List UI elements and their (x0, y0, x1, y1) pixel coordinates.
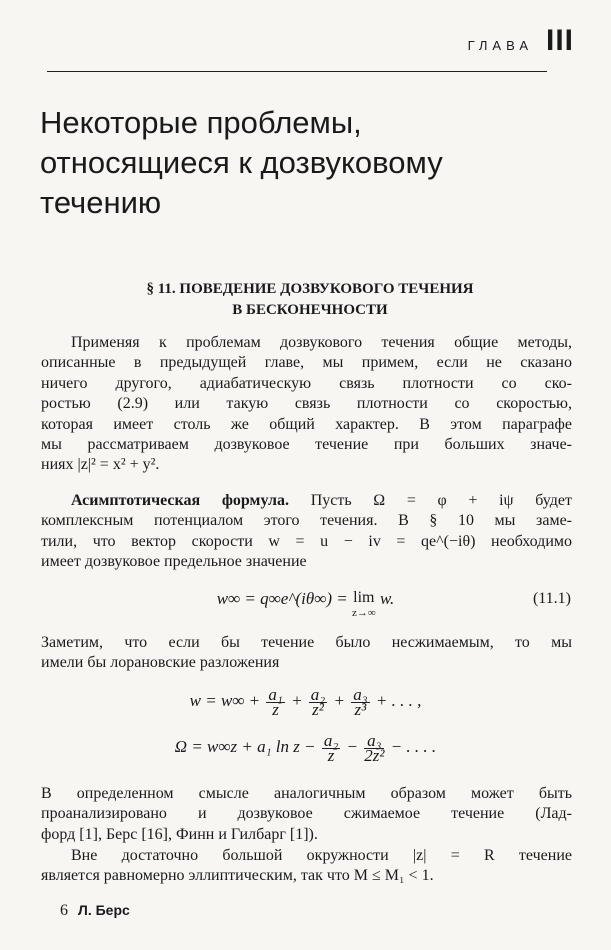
text-line: имеет дозвуковое предельное значение (41, 553, 307, 571)
paragraph-incompressible (41, 633, 572, 674)
paragraph-asymptotic (41, 491, 572, 573)
fraction-denominator: 2z² (364, 746, 385, 765)
chapter-title-line: течению (40, 185, 162, 220)
text-line: Вне достаточно большой окружности |z| = R течение (71, 847, 572, 864)
text-line: В определенном смысле аналогичным образом может быть (41, 785, 572, 802)
text-run: Пусть Ω = φ + iψ будет (289, 492, 572, 509)
header-rule (47, 71, 547, 72)
signature-mark: 6 (60, 902, 68, 919)
equation-11-1 (0, 589, 611, 619)
text-line: ничего другого, адиабатическую связь плотности со ско- (41, 374, 572, 392)
fraction-numerator: a₂ (323, 731, 339, 750)
text-line: ниях |z|² = x² + y². (41, 456, 160, 474)
equation-tail: + . . . , (371, 691, 422, 711)
text-line: Заметим, что если бы течение было несжимаемым, то мы (41, 634, 572, 651)
limit-word: lim (353, 589, 375, 606)
fraction-numerator: a₂ (310, 685, 326, 704)
equation-rhs: w. (375, 589, 395, 608)
equation-tail: − . . . . (386, 737, 437, 757)
fraction (364, 731, 385, 765)
fraction-denominator: z² (312, 700, 324, 719)
fraction-numerator: a₃ (364, 734, 384, 749)
equation-number: (11.1) (532, 590, 571, 607)
text-line: форд [1], Берс [16], Финн и Гилбарг [1]). (41, 825, 318, 843)
text-line: мы рассматриваем дозвуковое течение при больших значе- (41, 435, 572, 453)
fraction-denominator: z³ (354, 700, 367, 719)
fraction-denominator: z (272, 700, 279, 719)
chapter-title-line: относящиеся к дозвуковому (40, 145, 443, 180)
text-line: которая имеет столь же общий характер. В этом параграфе (41, 415, 572, 433)
fraction-denominator: z (327, 746, 335, 765)
laurent-expansion-w: w = w∞ + $\frac{\text{a₁}}{z}$ + $\frac{\text{a₂}}{\text{z²}}$ + $\frac{\text{a₃}}{\text{z³}}$ + . . . , (189, 685, 422, 719)
fraction-numerator: a₁ (268, 685, 283, 704)
text-line: тили, что вектор скорости w = u − iv = qe^(−iθ) необходимо (41, 532, 572, 550)
text-line: имели бы лорановские разложения (41, 654, 280, 672)
page-footer (60, 902, 130, 920)
fraction (351, 685, 369, 719)
text-line: является равномерно эллиптическим, так что M ≤ M₁ < 1. (41, 867, 434, 885)
paragraph-intro (41, 333, 572, 476)
text-line: комплексным потенциалом этого течения. В § 10 мы заме- (41, 512, 572, 530)
section-heading (60, 279, 560, 321)
text-line: описанные в предыдущей главе, мы примем, если не сказано (41, 354, 572, 372)
paragraph-compressible (41, 784, 572, 845)
section-heading-line: В БЕСКОНЕЧНОСТИ (232, 302, 388, 318)
section-heading-line: § 11. ПОВЕДЕНИЕ ДОЗВУКОВОГО ТЕЧЕНИЯ (146, 281, 474, 297)
limit-subscript: z→∞ (351, 607, 376, 619)
equation-lhs: Ω = w∞z + a₁ ln z − (174, 737, 320, 757)
chapter-title (40, 103, 580, 223)
paragraph-elliptic (41, 846, 572, 887)
run-in-heading: Асимптотическая формула. (71, 492, 290, 509)
chapter-label: ГЛАВА (467, 38, 533, 53)
equation-lhs: w∞ = q∞e^(iθ∞) = (216, 589, 352, 608)
fraction (266, 685, 284, 719)
fraction-numerator: a₃ (353, 685, 368, 704)
text-line: ростью (2.9) или такую связь плотности со скоростью, (41, 395, 572, 413)
chapter-title-line: Некоторые проблемы, (40, 105, 362, 140)
laurent-expansion-omega: Ω = w∞z + a₁ ln z − $\frac{\text{a₂}}{z}$ − $\frac{\text{a₃}}{\text{2z²}}$ − . . . . (174, 731, 437, 765)
equation-lhs: w = w∞ + (189, 691, 265, 711)
text-line: Применяя к проблемам дозвукового течения общие методы, (71, 334, 572, 351)
text-line (41, 491, 572, 511)
fraction (322, 731, 340, 765)
limit-operator (352, 589, 376, 619)
chapter-number: III (546, 24, 575, 57)
text-line: проанализировано и дозвуковое сжимаемое течение (Лад- (41, 805, 572, 823)
fraction (309, 685, 327, 719)
author-name: Л. Берс (78, 902, 130, 918)
